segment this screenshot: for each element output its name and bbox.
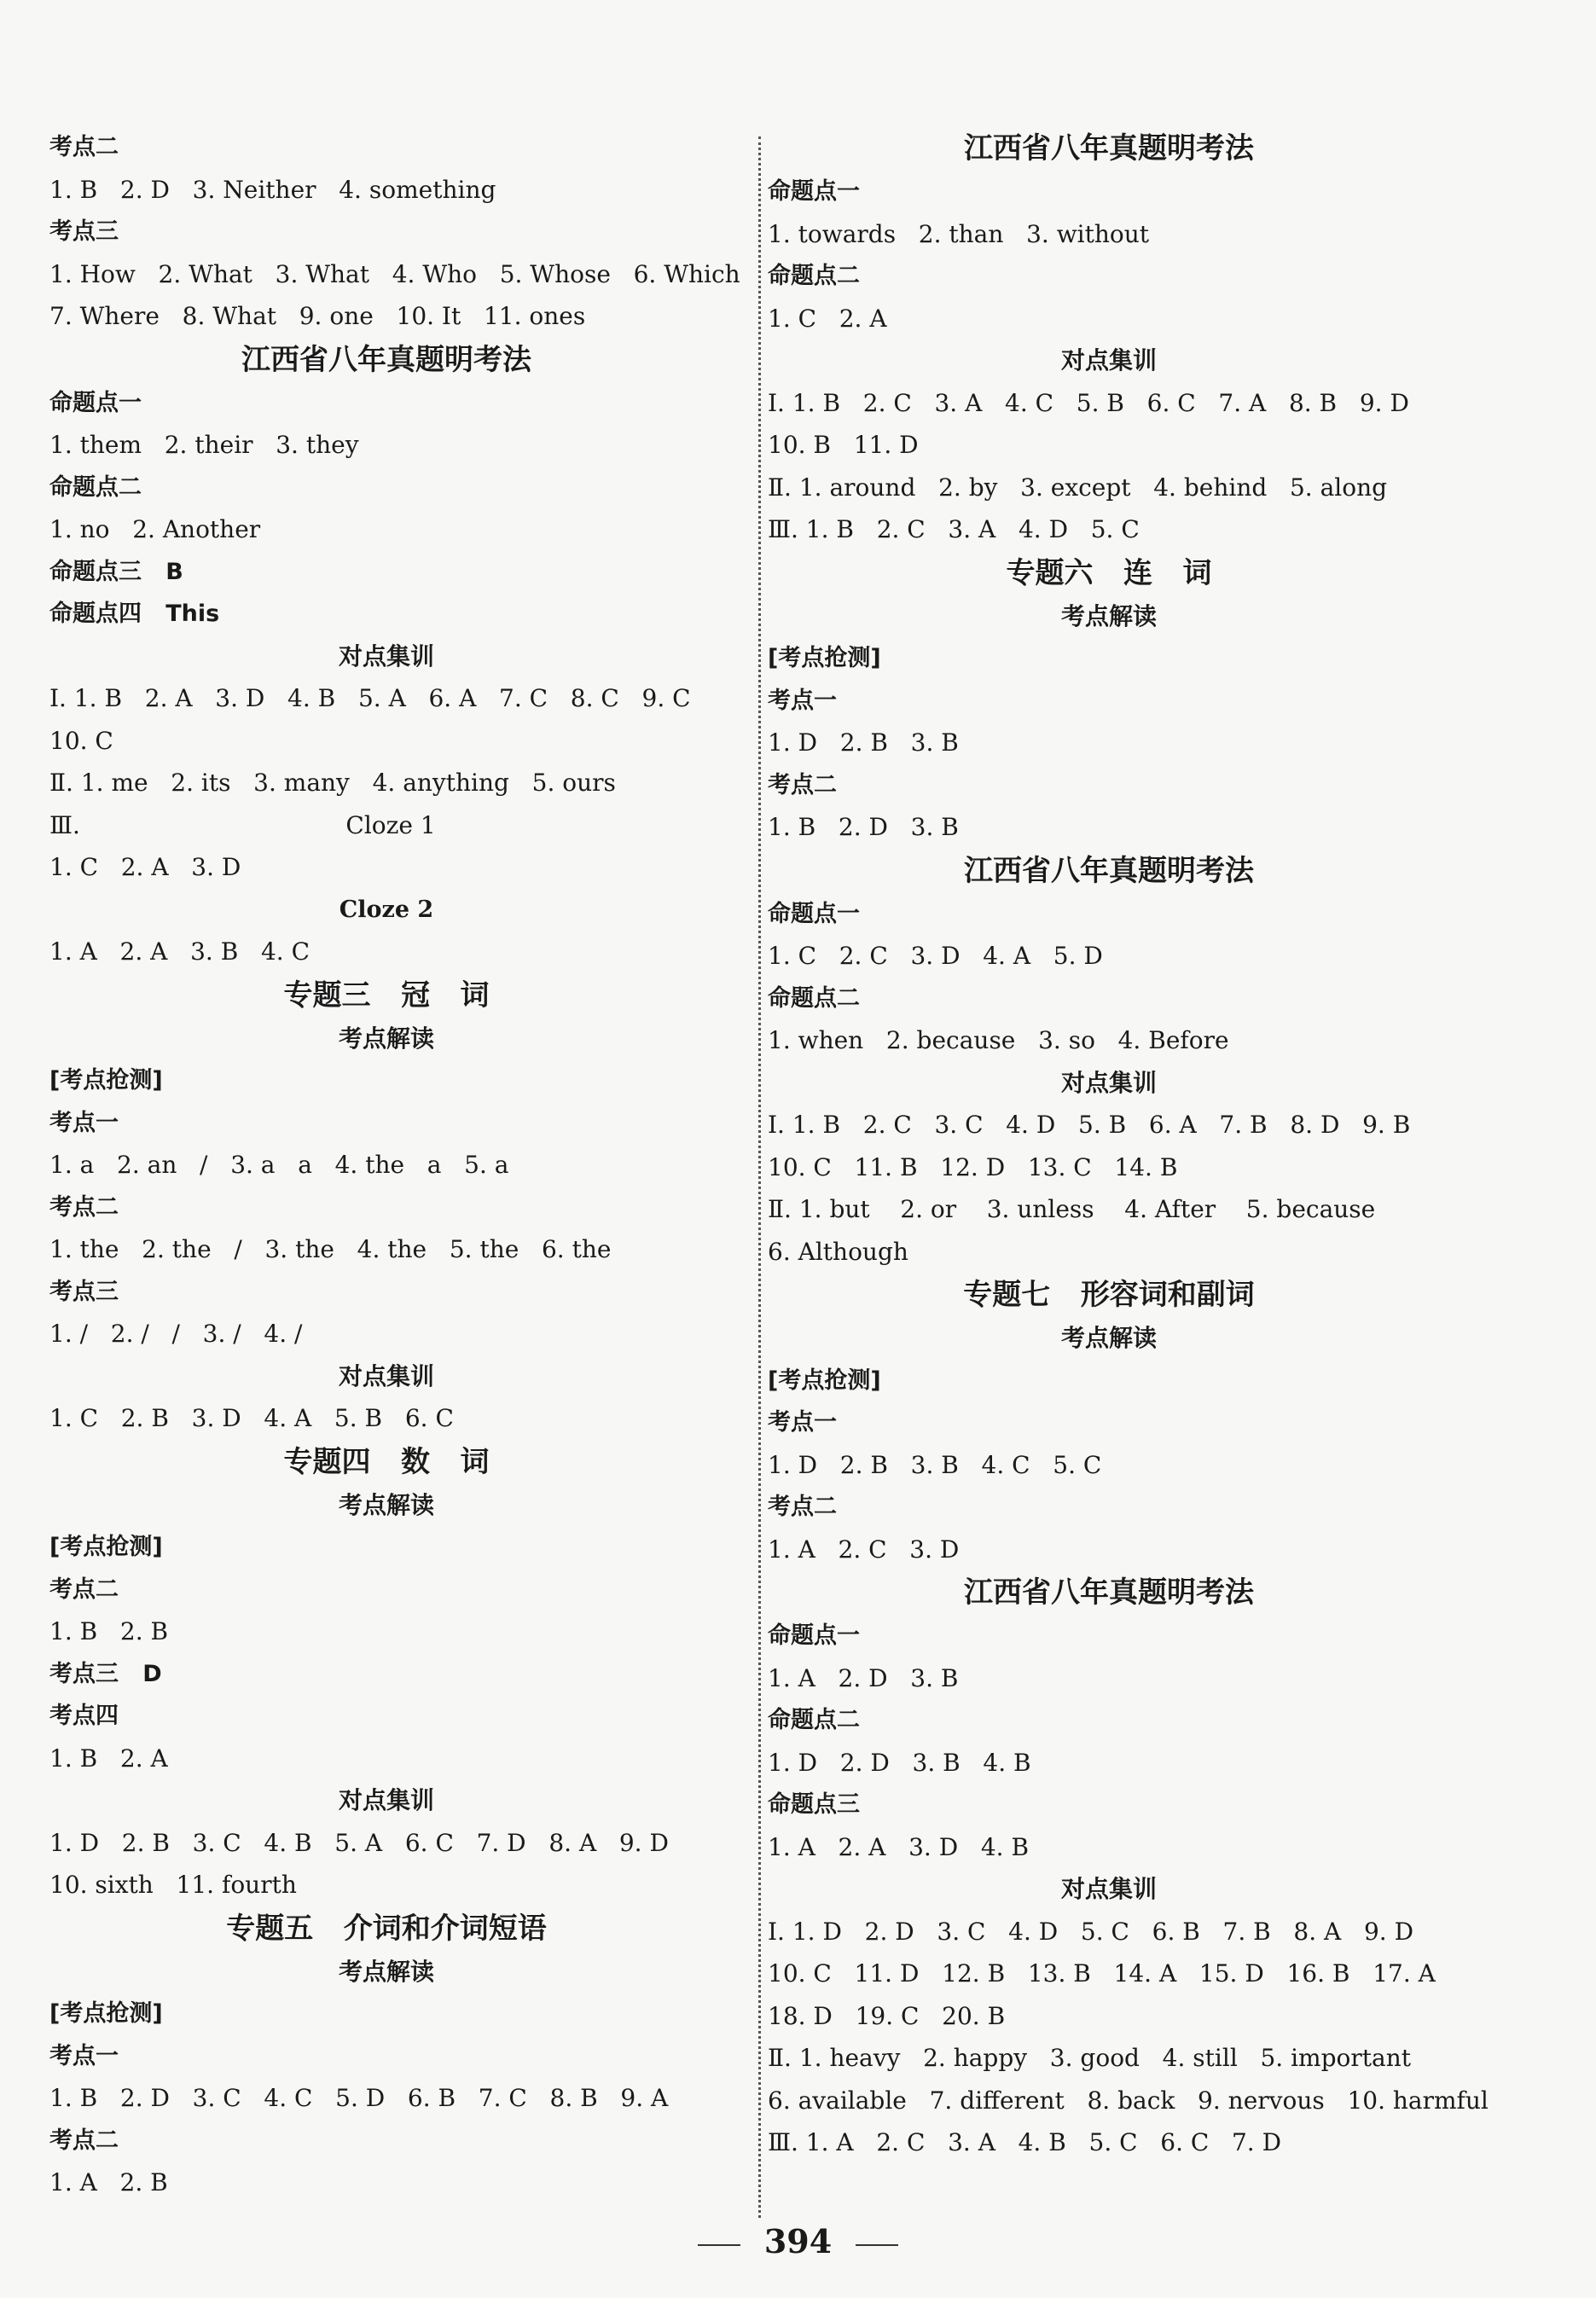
cloze-heading: Cloze 2 bbox=[339, 896, 434, 923]
answer-line: 1. towards 2. than 3. without bbox=[768, 219, 1150, 248]
answer-line: 1. when 2. because 3. so 4. Before bbox=[768, 1026, 1229, 1054]
answer-line: Ⅲ. 1. A 2. C 3. A 4. B 5. C 6. C 7. D bbox=[768, 2128, 1282, 2156]
section-heading: 考点二 bbox=[49, 134, 119, 160]
answer-line: 1. the 2. the / 3. the 4. the 5. the 6. the bbox=[49, 1235, 612, 1263]
answer-line: 6. Although bbox=[768, 1237, 908, 1266]
answer-line: 10. B 11. D bbox=[768, 431, 919, 459]
answer-line: Ⅱ. 1. me 2. its 3. many 4. anything 5. ours bbox=[49, 769, 616, 797]
section-heading: 考点二 bbox=[49, 1193, 119, 1221]
answer-line: 1. A 2. C 3. D bbox=[768, 1535, 960, 1564]
section-heading: 命题点一 bbox=[768, 1622, 860, 1649]
column-divider bbox=[758, 136, 761, 2218]
chapter-title: 专题五 介词和介词短语 bbox=[226, 1911, 547, 1946]
answer-line: 1. / 2. / / 3. / 4. / bbox=[49, 1320, 303, 1348]
subsection-heading: 对点集训 bbox=[338, 1786, 434, 1814]
answer-line: 1. A 2. B bbox=[49, 2168, 168, 2196]
answer-line: 1. a 2. an / 3. a a 4. the a 5. a bbox=[49, 1151, 509, 1179]
subsection-heading: 考点解读 bbox=[1060, 601, 1157, 630]
section-heading: 考点三 bbox=[49, 1278, 119, 1305]
answer-line: 1. D 2. B 3. C 4. B 5. A 6. C 7. D 8. A 9. D bbox=[49, 1828, 669, 1857]
answer-line: Ⅲ. 1. B 2. C 3. A 4. D 5. C bbox=[768, 515, 1140, 543]
left-column bbox=[49, 126, 740, 2204]
answer-line: Ⅱ. 1. but 2. or 3. unless 4. After 5. because bbox=[768, 1195, 1376, 1223]
section-heading: 考点一 bbox=[49, 2042, 119, 2069]
answer-line: 1. C 2. A 3. D bbox=[49, 853, 241, 881]
subsection-heading: 对点集训 bbox=[1060, 346, 1157, 374]
answer-line: Ⅰ. 1. B 2. A 3. D 4. B 5. A 6. A 7. C 8. C 9. C bbox=[49, 684, 691, 712]
answer-line: 1. C 2. C 3. D 4. A 5. D bbox=[768, 942, 1103, 970]
answer-line: 1. C 2. A bbox=[768, 304, 887, 333]
page-footer bbox=[0, 2222, 1596, 2260]
subsection-heading: 对点集训 bbox=[1060, 1875, 1157, 1903]
section-heading: 考点一 bbox=[768, 1409, 837, 1436]
section-heading: 命题点一 bbox=[768, 178, 860, 205]
section-heading: 命题点二 bbox=[768, 984, 860, 1012]
section-heading: 考点四 bbox=[49, 1703, 119, 1729]
answer-line: 1. How 2. What 3. What 4. Who 5. Whose 6. Which bbox=[49, 259, 740, 288]
section-heading: 命题点一 bbox=[768, 900, 860, 927]
subsection-heading: 考点解读 bbox=[338, 1490, 434, 1519]
chapter-title: 专题七 形容词和副词 bbox=[963, 1278, 1255, 1312]
chapter-title: 江西省八年真题明考法 bbox=[964, 853, 1254, 888]
section-heading: [考点抢测] bbox=[49, 1067, 163, 1094]
footer-dash-left bbox=[698, 2244, 740, 2246]
answer-line: Ⅱ. 1. heavy 2. happy 3. good 4. still 5. important bbox=[768, 2044, 1411, 2072]
answer-line: 1. B 2. D 3. C 4. C 5. D 6. B 7. C 8. B 9. A bbox=[49, 2084, 669, 2112]
chapter-title: 专题四 数 词 bbox=[283, 1444, 490, 1479]
chapter-title: 江西省八年真题明考法 bbox=[964, 1576, 1254, 1610]
answer-line: 1. B 2. D 3. Neither 4. something bbox=[49, 175, 496, 204]
answer-line: 1. B 2. D 3. B bbox=[768, 813, 959, 841]
section-heading: 命题点二 bbox=[768, 263, 860, 289]
answer-line: Ⅰ. 1. D 2. D 3. C 4. D 5. C 6. B 7. B 8. A 9. D bbox=[768, 1917, 1414, 1946]
answer-line: 6. available 7. different 8. back 9. nervous 10. harmful bbox=[768, 2086, 1489, 2115]
answer-line: 1. B 2. B bbox=[49, 1617, 169, 1645]
answer-line: 1. C 2. B 3. D 4. A 5. B 6. C bbox=[49, 1404, 454, 1432]
section-heading: 考点三 D bbox=[49, 1660, 162, 1687]
subsection-heading: 对点集训 bbox=[1060, 1068, 1157, 1097]
section-heading: 考点二 bbox=[768, 771, 837, 798]
section-heading: [考点抢测] bbox=[768, 1367, 881, 1394]
answer-line: Ⅰ. 1. B 2. C 3. A 4. C 5. B 6. C 7. A 8. B 9. D bbox=[768, 388, 1409, 417]
answer-line: 1. no 2. Another bbox=[49, 515, 261, 543]
chapter-title: 江西省八年真题明考法 bbox=[241, 342, 531, 377]
answer-line: 18. D 19. C 20. B bbox=[768, 2001, 1006, 2030]
right-column bbox=[768, 126, 1489, 2164]
answer-line: 10. C 11. B 12. D 13. C 14. B bbox=[768, 1152, 1178, 1181]
subsection-heading: 对点集训 bbox=[338, 1361, 434, 1390]
section-heading: [考点抢测] bbox=[768, 645, 881, 671]
section-heading: 考点一 bbox=[768, 687, 837, 714]
subsection-heading: 考点解读 bbox=[338, 1957, 434, 1986]
answer-line: 1. A 2. A 3. D 4. B bbox=[768, 1832, 1030, 1861]
answer-line: 1. B 2. A bbox=[49, 1744, 168, 1773]
section-heading: 考点二 bbox=[768, 1494, 837, 1520]
section-heading: [考点抢测] bbox=[49, 1534, 163, 1560]
answer-line: 1. D 2. B 3. B 4. C 5. C bbox=[768, 1450, 1102, 1479]
section-heading: 考点二 bbox=[49, 2127, 119, 2154]
section-heading: 命题点四 This bbox=[49, 601, 220, 627]
section-heading: 命题点一 bbox=[49, 389, 142, 416]
subsection-heading: 对点集训 bbox=[338, 641, 434, 670]
section-heading: 命题点三 B bbox=[49, 558, 183, 585]
answer-line: Ⅲ. Cloze 1 bbox=[49, 810, 436, 839]
answer-line: Ⅰ. 1. B 2. C 3. C 4. D 5. B 6. A 7. B 8. D 9. B bbox=[768, 1111, 1411, 1139]
section-heading: 考点二 bbox=[49, 1576, 119, 1603]
section-heading: 考点一 bbox=[49, 1109, 119, 1136]
chapter-title: 专题六 连 词 bbox=[1006, 555, 1212, 590]
answer-line: 10. C 11. D 12. B 13. B 14. A 15. D 16. B 17. A bbox=[768, 1959, 1436, 1988]
answer-line: Ⅱ. 1. around 2. by 3. except 4. behind 5. along bbox=[768, 473, 1388, 502]
answer-line: 10. C bbox=[49, 726, 113, 755]
footer-dash-right bbox=[856, 2244, 898, 2246]
answer-line: 1. D 2. D 3. B 4. B bbox=[768, 1748, 1031, 1777]
subsection-heading: 考点解读 bbox=[338, 1024, 434, 1053]
page-number: 394 bbox=[763, 2222, 833, 2260]
section-heading: 命题点二 bbox=[49, 473, 142, 501]
answer-line: 7. Where 8. What 9. one 10. It 11. ones bbox=[49, 302, 586, 330]
section-heading: 考点三 bbox=[49, 218, 119, 245]
answer-line: 1. A 2. D 3. B bbox=[768, 1663, 959, 1692]
chapter-title: 专题三 冠 词 bbox=[283, 978, 490, 1013]
subsection-heading: 考点解读 bbox=[1060, 1324, 1157, 1352]
section-heading: 命题点二 bbox=[768, 1707, 860, 1733]
chapter-title: 江西省八年真题明考法 bbox=[964, 131, 1254, 165]
answer-line: 10. sixth 11. fourth bbox=[49, 1871, 297, 1899]
answer-line: 1. them 2. their 3. they bbox=[49, 431, 359, 459]
answer-line: 1. A 2. A 3. B 4. C bbox=[49, 937, 310, 966]
section-heading: [考点抢测] bbox=[49, 2000, 163, 2027]
answer-line: 1. D 2. B 3. B bbox=[768, 728, 959, 757]
section-heading: 命题点三 bbox=[768, 1791, 860, 1818]
